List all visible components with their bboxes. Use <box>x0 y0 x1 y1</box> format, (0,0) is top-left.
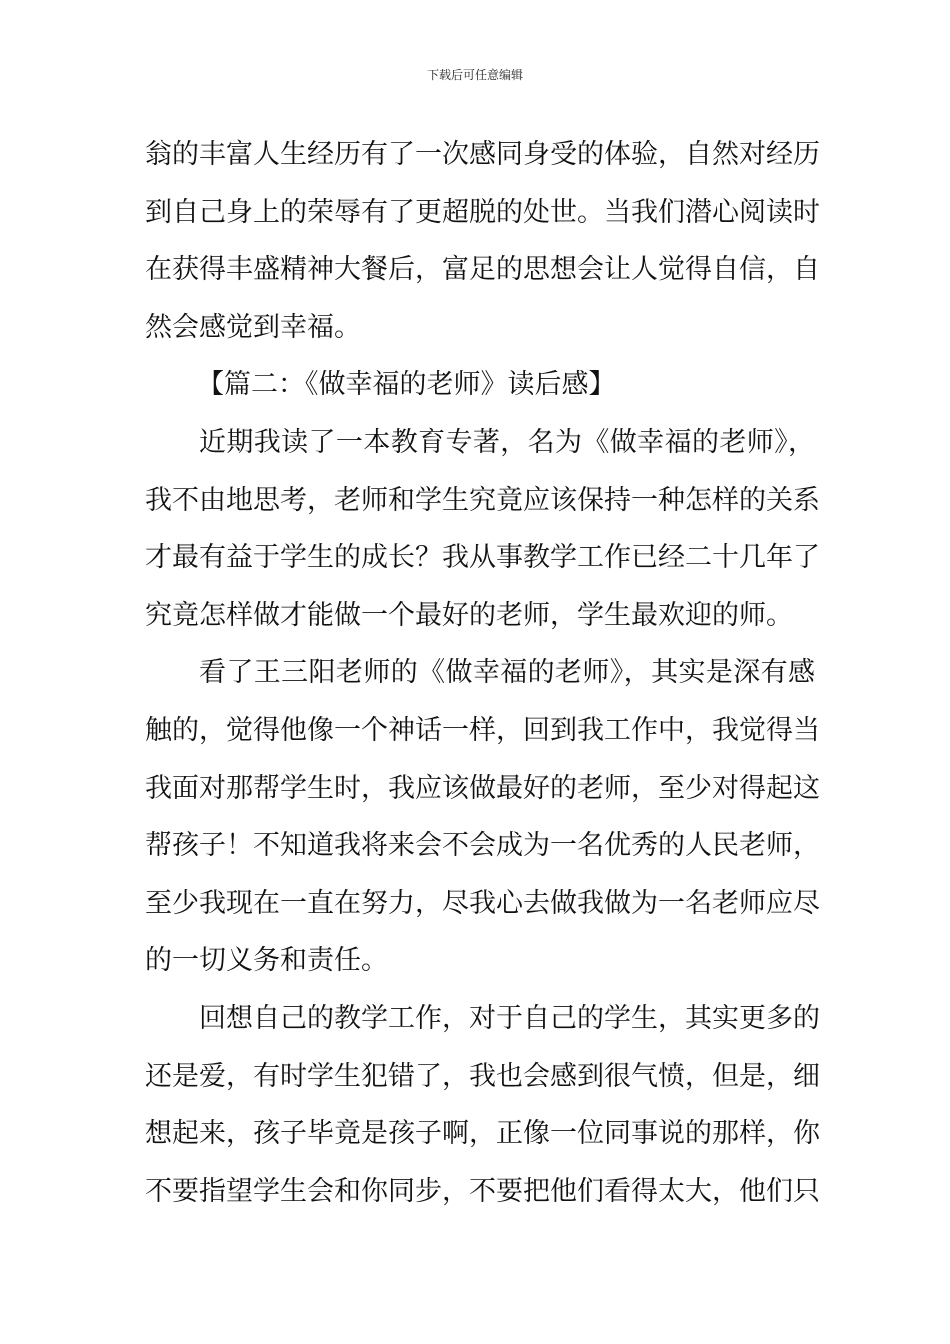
text-line: 看了王三阳老师的《做幸福的老师》，其实是深有感 <box>199 657 815 689</box>
text-line: 才最有益于学生的成长？我从事教学工作已经二十几年了 <box>145 542 820 574</box>
text-line: 翁的丰富人生经历有了一次感同身受的体验，自然对经历 <box>145 139 820 170</box>
text-line: 还是爱，有时学生犯错了，我也会感到很气愤，但是，细 <box>145 1060 820 1092</box>
page-header: 下载后可任意编辑 <box>426 68 523 82</box>
text-line: 到自己身上的荣辱有了更超脱的处世。当我们潜心阅读时 <box>145 196 820 228</box>
text-line: 的一切义务和责任。 <box>145 945 388 977</box>
document-body <box>145 126 820 1220</box>
text-line: 至少我现在一直在努力，尽我心去做我做为一名老师应尽 <box>145 887 820 919</box>
text-line: 然会感觉到幸福。 <box>145 311 361 343</box>
text-line: 我不由地思考，老师和学生究竟应该保持一种怎样的关系 <box>145 484 820 516</box>
text-line: 回想自己的教学工作，对于自己的学生，其实更多的 <box>199 1002 820 1034</box>
text-line: 帮孩子！不知道我将来会不会成为一名优秀的人民老师， <box>145 830 820 862</box>
text-line: 触的，觉得他像一个神话一样，回到我工作中，我觉得当 <box>145 714 820 746</box>
text-line: 在获得丰盛精神大餐后，富足的思想会让人觉得自信，自 <box>145 254 820 286</box>
text-line: 想起来，孩子毕竟是孩子啊，正像一位同事说的那样，你 <box>145 1118 820 1150</box>
text-line: 不要指望学生会和你同步，不要把他们看得太大，他们只 <box>145 1175 820 1207</box>
text-line: 究竟怎样做才能做一个最好的老师，学生最欢迎的师。 <box>145 599 793 631</box>
text-line: 近期我读了一本教育专著，名为《做幸福的老师》， <box>199 426 815 458</box>
section-heading: 【篇二：《做幸福的老师》读后感】 <box>197 369 616 401</box>
text-line: 我面对那帮学生时，我应该做最好的老师，至少对得起这 <box>145 772 820 804</box>
